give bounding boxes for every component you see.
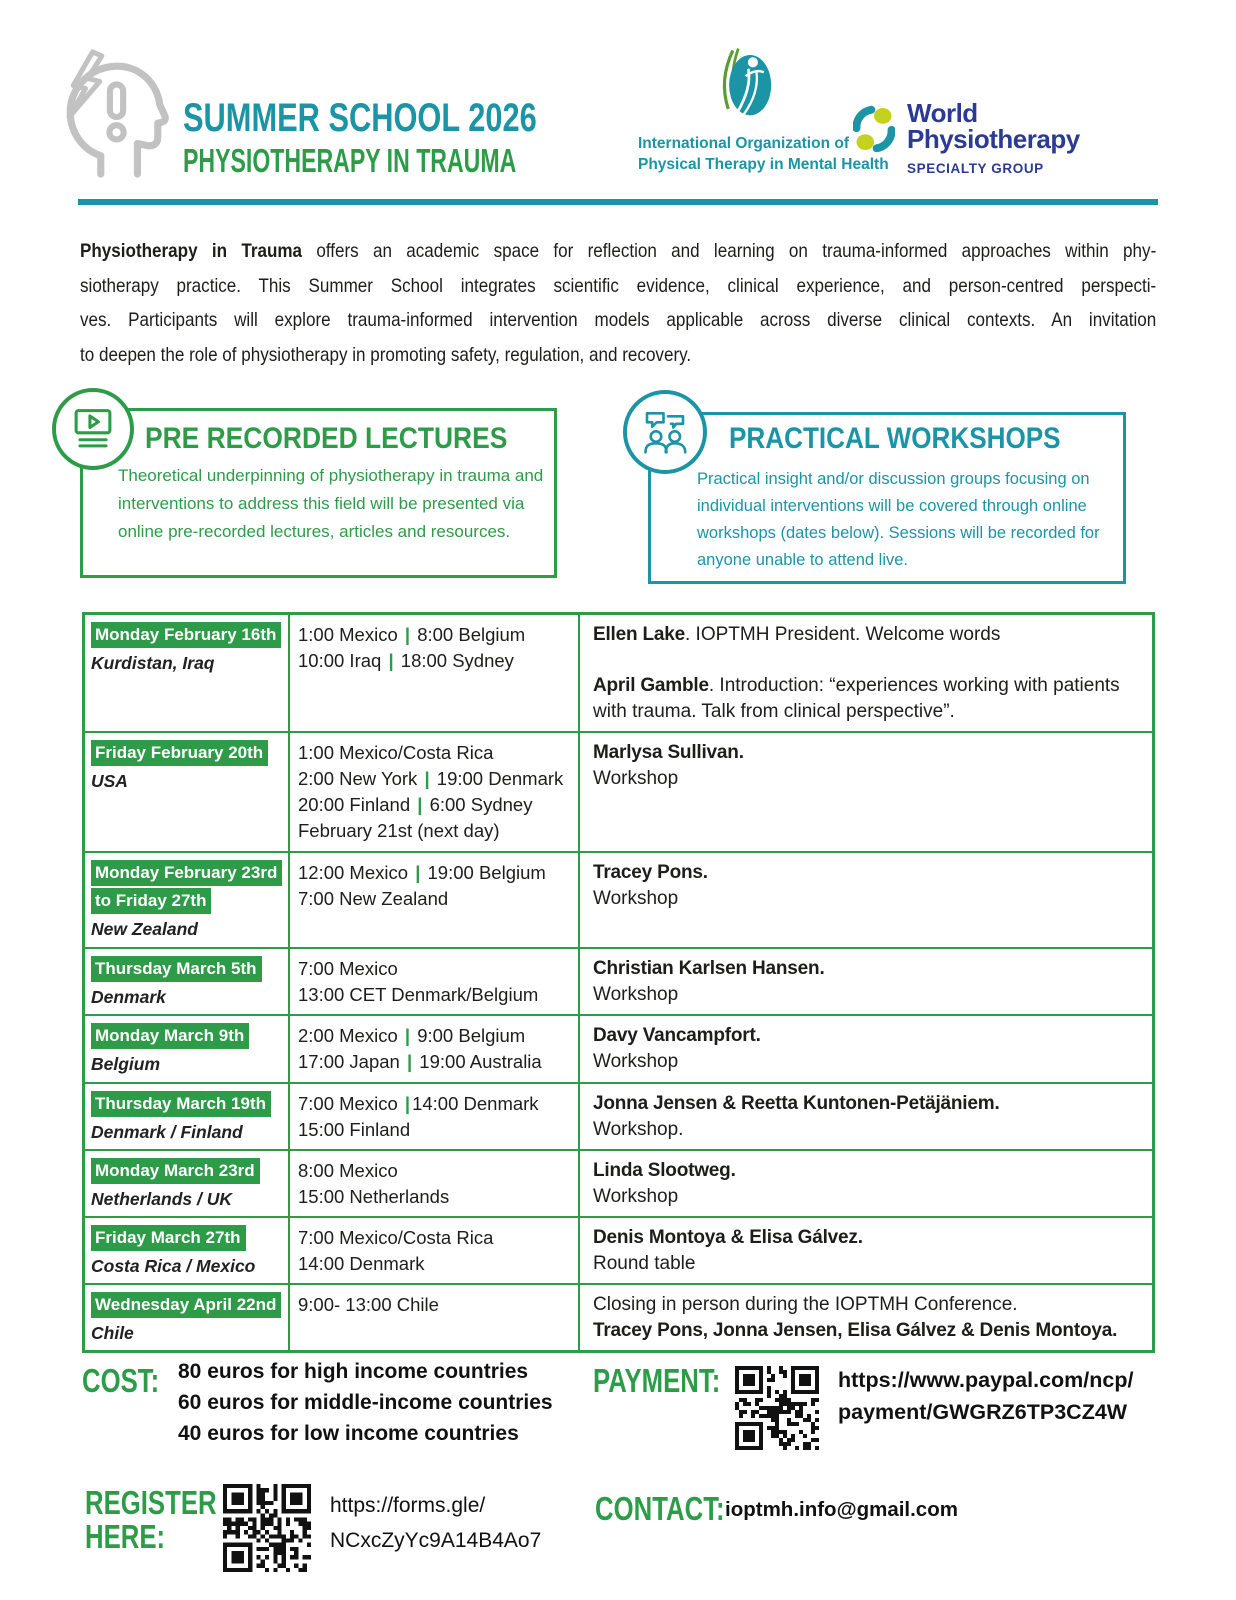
schedule-time-cell: 8:00 Mexico 15:00 Netherlands [288, 1151, 578, 1216]
schedule-row [85, 731, 1152, 851]
schedule-date-cell [85, 1016, 288, 1082]
schedule-date-highlight: Friday March 27th [91, 1225, 246, 1251]
schedule-date-highlight: Monday February 16th [91, 622, 281, 648]
schedule-speaker-cell: Ellen Lake. IOPTMH President. Welcome words April Gamble. Introduction: “experiences working with patients with trauma. Talk from clinical perspective”. [578, 615, 1152, 731]
schedule-location: Denmark / Finland [91, 1122, 243, 1142]
schedule-row [85, 851, 1152, 947]
cost-label: COST: [82, 1362, 160, 1399]
schedule-location: New Zealand [91, 919, 198, 939]
workshops-box-title: PRACTICAL WORKSHOPS [729, 422, 1061, 455]
world-physiotherapy-logo-icon [853, 104, 895, 154]
contact-email[interactable]: ioptmh.info@gmail.com [725, 1498, 958, 1521]
ioptmh-logo-line2: Physical Therapy in Mental Health [638, 156, 889, 173]
cost-item: 40 euros for low income countries [178, 1422, 519, 1445]
schedule-date-highlight: to Friday 27th [91, 888, 211, 914]
schedule-time-cell: 7:00 Mexico/Costa Rica 14:00 Denmark [288, 1218, 578, 1283]
schedule-location: Chile [91, 1323, 134, 1343]
schedule-speaker-cell: Linda Slootweg. Workshop [578, 1151, 1152, 1216]
schedule-speaker-cell: Christian Karlsen Hansen. Workshop [578, 949, 1152, 1014]
cost-item: 80 euros for high income countries [178, 1360, 529, 1383]
contact-label: CONTACT: [595, 1490, 725, 1527]
schedule-date-cell [85, 733, 288, 851]
header-divider [78, 199, 1158, 205]
schedule-date-cell [85, 1084, 288, 1149]
register-qr-code [223, 1484, 311, 1572]
schedule-location: Belgium [91, 1054, 161, 1074]
workshops-box-body: Practical insight and/or discussion groups focusing on individual interventions will be covered through online workshops (dates below). Sessions will be recorded for anyone unable to attend live. [697, 470, 1100, 569]
intro-bold-lead: Physiotherapy in Trauma [80, 240, 303, 262]
payment-qr-code [735, 1366, 819, 1450]
schedule-row [85, 1216, 1152, 1283]
schedule-speaker-cell: Tracey Pons. Workshop [578, 853, 1152, 947]
schedule-date-cell [85, 853, 288, 947]
schedule-row [85, 1082, 1152, 1149]
schedule-date-highlight: Monday March 23rd [91, 1158, 260, 1184]
schedule-row [85, 1149, 1152, 1216]
schedule-location: USA [91, 771, 128, 791]
schedule-row [85, 947, 1152, 1014]
schedule-time-cell: 7:00 Mexico 13:00 CET Denmark/Belgium [288, 949, 578, 1014]
intro-line: Physiotherapy in Trauma offers an academic space for reflection and learning on trauma-informed approaches within phy- [80, 240, 1157, 262]
schedule-date-highlight: Monday March 9th [91, 1023, 249, 1049]
schedule-row [85, 1283, 1152, 1350]
world-physiotherapy-logo [853, 100, 1080, 176]
intro-line: ves. Participants will explore trauma-informed intervention models applicable across diverse clinical contexts. An invitation [80, 309, 1157, 331]
schedule-time-cell: 2:00 Mexico | 9:00 Belgium 17:00 Japan | 19:00 Australia [288, 1016, 578, 1082]
schedule-date-highlight: Wednesday April 22nd [91, 1292, 281, 1318]
wp-logo-line1: World [907, 98, 978, 128]
register-label: REGISTER HERE: [85, 1484, 217, 1555]
page-subtitle: PHYSIOTHERAPY IN TRAUMA [183, 142, 517, 179]
schedule-time-cell: 12:00 Mexico | 19:00 Belgium 7:00 New Zealand [288, 853, 578, 947]
schedule-date-cell [85, 615, 288, 731]
schedule-date-highlight: Thursday March 19th [91, 1091, 271, 1117]
ioptmh-logo [638, 44, 889, 176]
lectures-icon [52, 388, 134, 470]
schedule-location: Kurdistan, Iraq [91, 653, 215, 673]
wp-logo-line2: Physiotherapy [907, 124, 1080, 154]
lectures-box-title: PRE RECORDED LECTURES [145, 422, 508, 455]
schedule-date-cell [85, 1285, 288, 1350]
schedule-speaker-cell: Closing in person during the IOPTMH Conference. Tracey Pons, Jonna Jensen, Elisa Gálvez & Denis Montoya. [578, 1285, 1152, 1350]
schedule-time-cell: 7:00 Mexico | 14:00 Denmark 15:00 Finland [288, 1084, 578, 1149]
page-title: SUMMER SCHOOL 2026 [183, 96, 537, 140]
schedule-row [85, 615, 1152, 731]
schedule-date-highlight: Monday February 23rd [91, 860, 282, 886]
schedule-row [85, 1014, 1152, 1082]
schedule-time-cell: 1:00 Mexico/Costa Rica 2:00 New York | 19:00 Denmark 20:00 Finland | 6:00 Sydney February 21st (next day) [288, 733, 578, 851]
schedule-location: Costa Rica / Mexico [91, 1256, 256, 1276]
schedule-speaker-cell: Marlysa Sullivan. Workshop [578, 733, 1152, 851]
schedule-location: Netherlands / UK [91, 1189, 232, 1209]
schedule-time-cell: 9:00- 13:00 Chile [288, 1285, 578, 1350]
schedule-date-cell [85, 1151, 288, 1216]
lectures-box-body: Theoretical underpinning of physiotherapy in trauma and interventions to address this field will be presented via online pre-recorded lectures, articles and resources. [118, 466, 544, 541]
intro-line: to deepen the role of physiotherapy in promoting safety, regulation, and recovery. [80, 343, 692, 366]
ioptmh-logo-icon [709, 44, 773, 130]
intro-paragraph [80, 234, 1156, 372]
cost-item: 60 euros for middle-income countries [178, 1391, 553, 1414]
schedule-speaker-cell: Davy Vancampfort. Workshop [578, 1016, 1152, 1082]
schedule-date-cell [85, 1218, 288, 1283]
register-link[interactable]: https://forms.gle/ NCxcZyYc9A14B4Ao7 [330, 1494, 542, 1552]
schedule-location: Denmark [91, 987, 166, 1007]
schedule-date-cell [85, 949, 288, 1014]
workshops-icon [623, 390, 707, 474]
head-trauma-icon [58, 44, 170, 182]
payment-link[interactable]: https://www.paypal.com/ncp/ payment/GWGRZ6TP3CZ4W [838, 1368, 1134, 1424]
cost-items [178, 1356, 553, 1449]
intro-line: siotherapy practice. This Summer School integrates scientific evidence, clinical experience, and person-centred perspecti- [80, 274, 1157, 297]
schedule-date-highlight: Friday February 20th [91, 740, 268, 766]
schedule-table [82, 612, 1155, 1353]
wp-logo-line3: SPECIALTY GROUP [907, 161, 1044, 176]
ioptmh-logo-line1: International Organization of [638, 135, 849, 152]
schedule-date-highlight: Thursday March 5th [91, 956, 262, 982]
schedule-speaker-cell: Jonna Jensen & Reetta Kuntonen-Petäjäniem. Workshop. [578, 1084, 1152, 1149]
schedule-speaker-cell: Denis Montoya & Elisa Gálvez. Round table [578, 1218, 1152, 1283]
payment-label: PAYMENT: [593, 1362, 721, 1399]
schedule-time-cell: 1:00 Mexico | 8:00 Belgium 10:00 Iraq | 18:00 Sydney [288, 615, 578, 731]
